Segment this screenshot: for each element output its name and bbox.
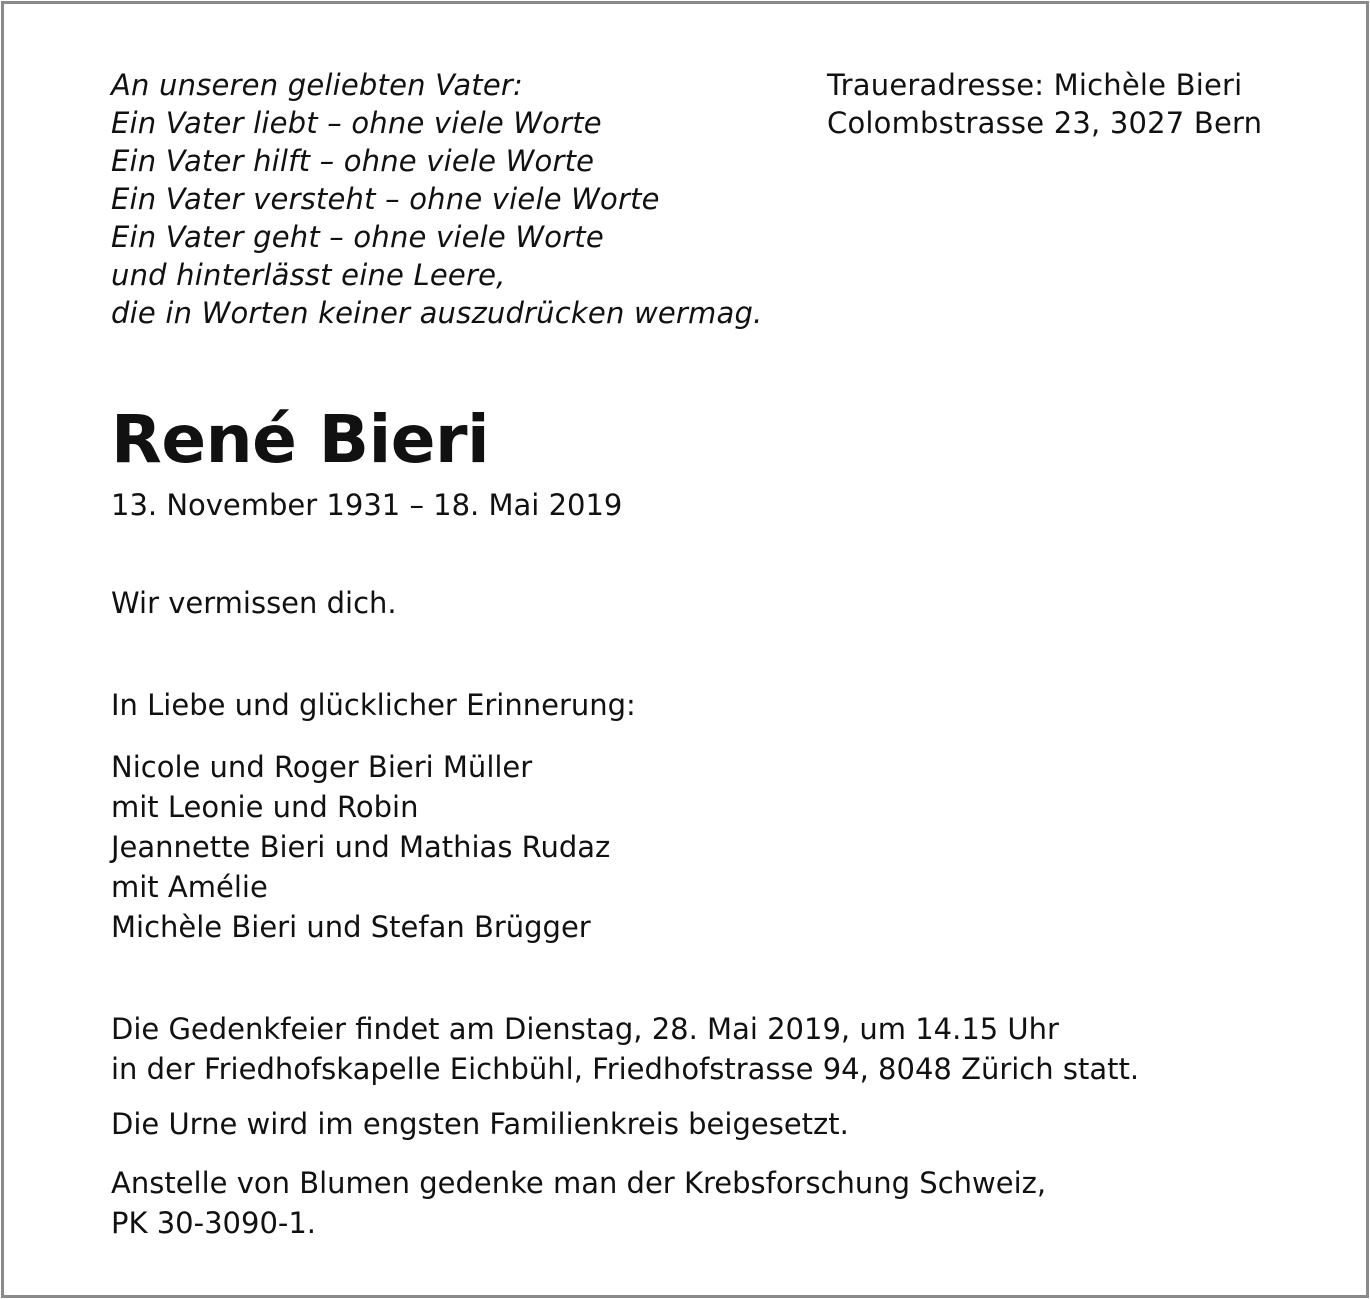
ceremony-line-date: Die Gedenkfeier findet am Dienstag, 28. Mai 2019, um 14.15 Uhr xyxy=(111,1012,1059,1046)
family-member: Jeannette Bieri und Mathias Rudaz xyxy=(111,830,611,864)
poem xyxy=(111,66,801,332)
family-member: mit Amélie xyxy=(111,870,268,904)
personal-message: Wir vermissen dich. xyxy=(111,586,397,620)
address-line-street: Colombstrasse 23, 3027 Bern xyxy=(827,106,1263,140)
family-member: Michèle Bieri und Stefan Brügger xyxy=(111,910,591,944)
ceremony-line-place: in der Friedhofskapelle Eichbühl, Friedhofstrasse 94, 8048 Zürich statt. xyxy=(111,1052,1140,1086)
donation-notice xyxy=(111,1163,1046,1243)
ceremony-info xyxy=(111,1009,1139,1089)
poem-line: die in Worten keiner auszudrücken wermag. xyxy=(111,296,763,330)
life-dates: 13. November 1931 – 18. Mai 2019 xyxy=(111,488,623,522)
poem-line: und hinterlässt eine Leere, xyxy=(111,258,506,292)
poem-line: Ein Vater liebt – ohne viele Worte xyxy=(111,106,602,140)
poem-line: Ein Vater versteht – ohne viele Worte xyxy=(111,182,660,216)
family-member: Nicole und Roger Bieri Müller xyxy=(111,750,533,784)
poem-line: An unseren geliebten Vater: xyxy=(111,68,523,102)
memory-intro: In Liebe und glücklicher Erinnerung: xyxy=(111,688,636,722)
address-line-name: Traueradresse: Michèle Bieri xyxy=(827,68,1243,102)
poem-line: Ein Vater hilft – ohne viele Worte xyxy=(111,144,595,178)
obituary-frame xyxy=(1,1,1369,1298)
deceased-name: René Bieri xyxy=(111,401,490,478)
poem-line: Ein Vater geht – ohne viele Worte xyxy=(111,220,604,254)
urn-notice: Die Urne wird im engsten Familienkreis beigesetzt. xyxy=(111,1107,849,1141)
family-list xyxy=(111,747,610,947)
family-member: mit Leonie und Robin xyxy=(111,790,419,824)
mourning-address xyxy=(827,66,1347,142)
donation-line: Anstelle von Blumen gedenke man der Krebsforschung Schweiz, xyxy=(111,1166,1047,1200)
donation-account: PK 30-3090-1. xyxy=(111,1206,317,1240)
